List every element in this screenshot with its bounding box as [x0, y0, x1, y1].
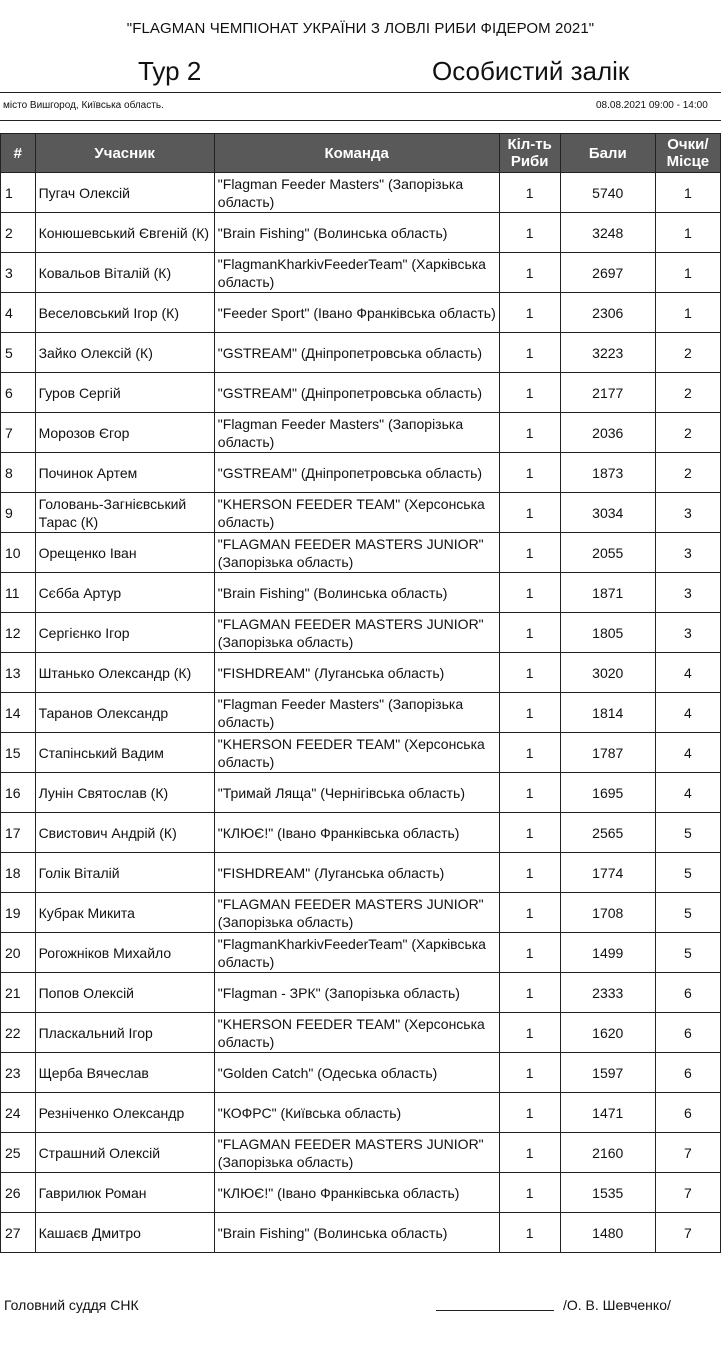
place: 5 [655, 893, 720, 933]
table-row [1, 333, 721, 373]
participant-name: Штанько Олександр (К) [35, 653, 214, 693]
row-number: 18 [1, 853, 36, 893]
fish-count: 1 [499, 213, 560, 253]
document-title: "FLAGMAN ЧЕМПІОНАТ УКРАЇНИ З ЛОВЛІ РИБИ ФІДЕРОМ 2021" [126, 20, 595, 37]
table-row [1, 173, 721, 213]
place: 5 [655, 853, 720, 893]
table-row [1, 853, 721, 893]
points: 1814 [560, 693, 655, 733]
place: 7 [655, 1133, 720, 1173]
table-row [1, 1053, 721, 1093]
points: 2306 [560, 293, 655, 333]
row-number: 16 [1, 773, 36, 813]
place: 2 [655, 373, 720, 413]
fish-count: 1 [499, 333, 560, 373]
participant-name: Зайко Олексій (К) [35, 333, 214, 373]
row-number: 2 [1, 213, 36, 253]
team-name: "FlagmanKharkivFeederTeam" (Харківська область) [214, 933, 499, 973]
row-number: 20 [1, 933, 36, 973]
participant-name: Гуров Сергій [35, 373, 214, 413]
participant-name: Попов Олексій [35, 973, 214, 1013]
table-row [1, 1133, 721, 1173]
place: 3 [655, 613, 720, 653]
team-name: "KHERSON FEEDER TEAM" (Херсонська область) [214, 493, 499, 533]
team-name: "FLAGMAN FEEDER MASTERS JUNIOR" (Запорізька область) [214, 613, 499, 653]
table-row [1, 253, 721, 293]
chief-judge-name: /О. В. Шевченко/ [563, 1297, 671, 1313]
participant-name: Орещенко Іван [35, 533, 214, 573]
place: 7 [655, 1213, 720, 1253]
table-row [1, 413, 721, 453]
fish-count: 1 [499, 1213, 560, 1253]
participant-name: Конюшевський Євгеній (К) [35, 213, 214, 253]
table-row [1, 293, 721, 333]
results-table-header [1, 134, 721, 173]
place: 6 [655, 973, 720, 1013]
venue-text: місто Вишгород, Київська область. [3, 100, 164, 111]
info-divider [0, 120, 721, 121]
tour-label: Тур 2 [138, 56, 202, 86]
points: 1480 [560, 1213, 655, 1253]
participant-name: Лунін Святослав (К) [35, 773, 214, 813]
team-name: "Feeder Sport" (Івано Франківська область) [214, 293, 499, 333]
table-row [1, 213, 721, 253]
place: 4 [655, 693, 720, 733]
table-row [1, 893, 721, 933]
table-row [1, 1213, 721, 1253]
fish-count: 1 [499, 493, 560, 533]
row-number: 25 [1, 1133, 36, 1173]
table-row [1, 773, 721, 813]
participant-name: Щерба Вячеслав [35, 1053, 214, 1093]
chief-judge-label: Головний суддя СНК [4, 1297, 139, 1313]
place: 7 [655, 1173, 720, 1213]
participant-name: Головань-Загнієвський Тарас (К) [35, 493, 214, 533]
team-name: "KHERSON FEEDER TEAM" (Херсонська область) [214, 1013, 499, 1053]
participant-name: Гаврилюк Роман [35, 1173, 214, 1213]
row-number: 14 [1, 693, 36, 733]
team-name: "Тримай Ляща" (Чернігівська область) [214, 773, 499, 813]
participant-name: Стапінський Вадим [35, 733, 214, 773]
points: 3223 [560, 333, 655, 373]
fish-count: 1 [499, 1013, 560, 1053]
place: 1 [655, 173, 720, 213]
participant-name: Сергієнко Ігор [35, 613, 214, 653]
fish-count: 1 [499, 173, 560, 213]
participant-name: Свистович Андрій (К) [35, 813, 214, 853]
team-name: "Flagman Feeder Masters" (Запорізька область) [214, 173, 499, 213]
place: 4 [655, 653, 720, 693]
team-name: "KHERSON FEEDER TEAM" (Херсонська область) [214, 733, 499, 773]
table-row [1, 573, 721, 613]
row-number: 12 [1, 613, 36, 653]
place: 2 [655, 453, 720, 493]
place: 2 [655, 333, 720, 373]
team-name: "FLAGMAN FEEDER MASTERS JUNIOR" (Запорізька область) [214, 533, 499, 573]
row-number: 11 [1, 573, 36, 613]
column-header-team: Команда [214, 134, 499, 173]
row-number: 19 [1, 893, 36, 933]
points: 1597 [560, 1053, 655, 1093]
table-row [1, 973, 721, 1013]
row-number: 1 [1, 173, 36, 213]
place: 4 [655, 773, 720, 813]
place: 6 [655, 1013, 720, 1053]
points: 1873 [560, 453, 655, 493]
fish-count: 1 [499, 813, 560, 853]
team-name: "FISHDREAM" (Луганська область) [214, 853, 499, 893]
row-number: 22 [1, 1013, 36, 1053]
row-number: 27 [1, 1213, 36, 1253]
row-number: 17 [1, 813, 36, 853]
fish-count: 1 [499, 293, 560, 333]
row-number: 7 [1, 413, 36, 453]
participant-name: Ковальов Віталій (К) [35, 253, 214, 293]
table-row [1, 453, 721, 493]
row-number: 13 [1, 653, 36, 693]
points: 1695 [560, 773, 655, 813]
table-row [1, 1173, 721, 1213]
row-number: 24 [1, 1093, 36, 1133]
team-name: "Golden Catch" (Одеська область) [214, 1053, 499, 1093]
date-time-text: 08.08.2021 09:00 - 14:00 [596, 100, 708, 111]
table-row [1, 933, 721, 973]
team-name: "FISHDREAM" (Луганська область) [214, 653, 499, 693]
place: 6 [655, 1093, 720, 1133]
header-row [1, 134, 721, 173]
place: 3 [655, 493, 720, 533]
participant-name: Страшний Олексій [35, 1133, 214, 1173]
place: 5 [655, 813, 720, 853]
points: 2177 [560, 373, 655, 413]
results-table-body [1, 173, 721, 1253]
column-header-participant: Учасник [35, 134, 214, 173]
row-number: 8 [1, 453, 36, 493]
row-number: 3 [1, 253, 36, 293]
fish-count: 1 [499, 853, 560, 893]
row-number: 23 [1, 1053, 36, 1093]
fish-count: 1 [499, 973, 560, 1013]
fish-count: 1 [499, 1133, 560, 1173]
participant-name: Голік Віталій [35, 853, 214, 893]
fish-count: 1 [499, 253, 560, 293]
participant-name: Кубрак Микита [35, 893, 214, 933]
points: 2333 [560, 973, 655, 1013]
team-name: "GSTREAM" (Дніпропетровська область) [214, 373, 499, 413]
fish-count: 1 [499, 573, 560, 613]
points: 2055 [560, 533, 655, 573]
place: 6 [655, 1053, 720, 1093]
fish-count: 1 [499, 1093, 560, 1133]
team-name: "FLAGMAN FEEDER MASTERS JUNIOR" (Запорізька область) [214, 1133, 499, 1173]
place: 1 [655, 253, 720, 293]
team-name: "Flagman Feeder Masters" (Запорізька область) [214, 413, 499, 453]
row-number: 26 [1, 1173, 36, 1213]
place: 1 [655, 293, 720, 333]
place: 3 [655, 533, 720, 573]
points: 1787 [560, 733, 655, 773]
fish-count: 1 [499, 773, 560, 813]
participant-name: Починок Артем [35, 453, 214, 493]
points: 1620 [560, 1013, 655, 1053]
participant-name: Сєбба Артур [35, 573, 214, 613]
points: 3248 [560, 213, 655, 253]
row-number: 5 [1, 333, 36, 373]
row-number: 15 [1, 733, 36, 773]
team-name: "КЛЮЄ!" (Івано Франківська область) [214, 813, 499, 853]
row-number: 6 [1, 373, 36, 413]
fish-count: 1 [499, 893, 560, 933]
points: 1871 [560, 573, 655, 613]
fish-count: 1 [499, 1053, 560, 1093]
row-number: 4 [1, 293, 36, 333]
fish-count: 1 [499, 1173, 560, 1213]
team-name: "КОФРС" (Київська область) [214, 1093, 499, 1133]
team-name: "Brain Fishing" (Волинська область) [214, 213, 499, 253]
fish-count: 1 [499, 733, 560, 773]
column-header-number: # [1, 134, 36, 173]
place: 2 [655, 413, 720, 453]
points: 1535 [560, 1173, 655, 1213]
row-number: 9 [1, 493, 36, 533]
fish-count: 1 [499, 413, 560, 453]
team-name: "Brain Fishing" (Волинська область) [214, 573, 499, 613]
points: 1774 [560, 853, 655, 893]
points: 2036 [560, 413, 655, 453]
points: 1471 [560, 1093, 655, 1133]
team-name: "КЛЮЄ!" (Івано Франківська область) [214, 1173, 499, 1213]
points: 2697 [560, 253, 655, 293]
row-number: 10 [1, 533, 36, 573]
table-row [1, 493, 721, 533]
fish-count: 1 [499, 613, 560, 653]
row-number: 21 [1, 973, 36, 1013]
team-name: "FLAGMAN FEEDER MASTERS JUNIOR" (Запорізька область) [214, 893, 499, 933]
points: 1805 [560, 613, 655, 653]
fish-count: 1 [499, 373, 560, 413]
points: 1708 [560, 893, 655, 933]
table-row [1, 613, 721, 653]
team-name: "Brain Fishing" (Волинська область) [214, 1213, 499, 1253]
participant-name: Таранов Олександр [35, 693, 214, 733]
place: 5 [655, 933, 720, 973]
participant-name: Кашаєв Дмитро [35, 1213, 214, 1253]
participant-name: Резніченко Олександр [35, 1093, 214, 1133]
team-name: "GSTREAM" (Дніпропетровська область) [214, 453, 499, 493]
points: 1499 [560, 933, 655, 973]
column-header-fish-count: Кіл-ть Риби [499, 134, 560, 173]
participant-name: Морозов Єгор [35, 413, 214, 453]
table-row [1, 533, 721, 573]
team-name: "GSTREAM" (Дніпропетровська область) [214, 333, 499, 373]
fish-count: 1 [499, 453, 560, 493]
table-row [1, 1013, 721, 1053]
column-header-place: Очки/ Місце [655, 134, 720, 173]
table-row [1, 693, 721, 733]
fish-count: 1 [499, 533, 560, 573]
results-table [0, 133, 721, 1253]
place: 1 [655, 213, 720, 253]
points: 3020 [560, 653, 655, 693]
table-row [1, 733, 721, 773]
table-row [1, 813, 721, 853]
points: 3034 [560, 493, 655, 533]
table-row [1, 1093, 721, 1133]
column-header-points: Бали [560, 134, 655, 173]
fish-count: 1 [499, 693, 560, 733]
points: 5740 [560, 173, 655, 213]
place: 4 [655, 733, 720, 773]
table-row [1, 653, 721, 693]
standings-mode-label: Особистий залік [432, 56, 630, 86]
participant-name: Пугач Олексій [35, 173, 214, 213]
signature-line [436, 1310, 554, 1311]
fish-count: 1 [499, 933, 560, 973]
participant-name: Рогожніков Михайло [35, 933, 214, 973]
place: 3 [655, 573, 720, 613]
team-name: "Flagman - ЗРК" (Запорізька область) [214, 973, 499, 1013]
team-name: "FlagmanKharkivFeederTeam" (Харківська область) [214, 253, 499, 293]
table-row [1, 373, 721, 413]
participant-name: Веселовський Ігор (К) [35, 293, 214, 333]
points: 2565 [560, 813, 655, 853]
team-name: "Flagman Feeder Masters" (Запорізька область) [214, 693, 499, 733]
participant-name: Пласкальний Ігор [35, 1013, 214, 1053]
header-divider [0, 92, 721, 93]
fish-count: 1 [499, 653, 560, 693]
points: 2160 [560, 1133, 655, 1173]
